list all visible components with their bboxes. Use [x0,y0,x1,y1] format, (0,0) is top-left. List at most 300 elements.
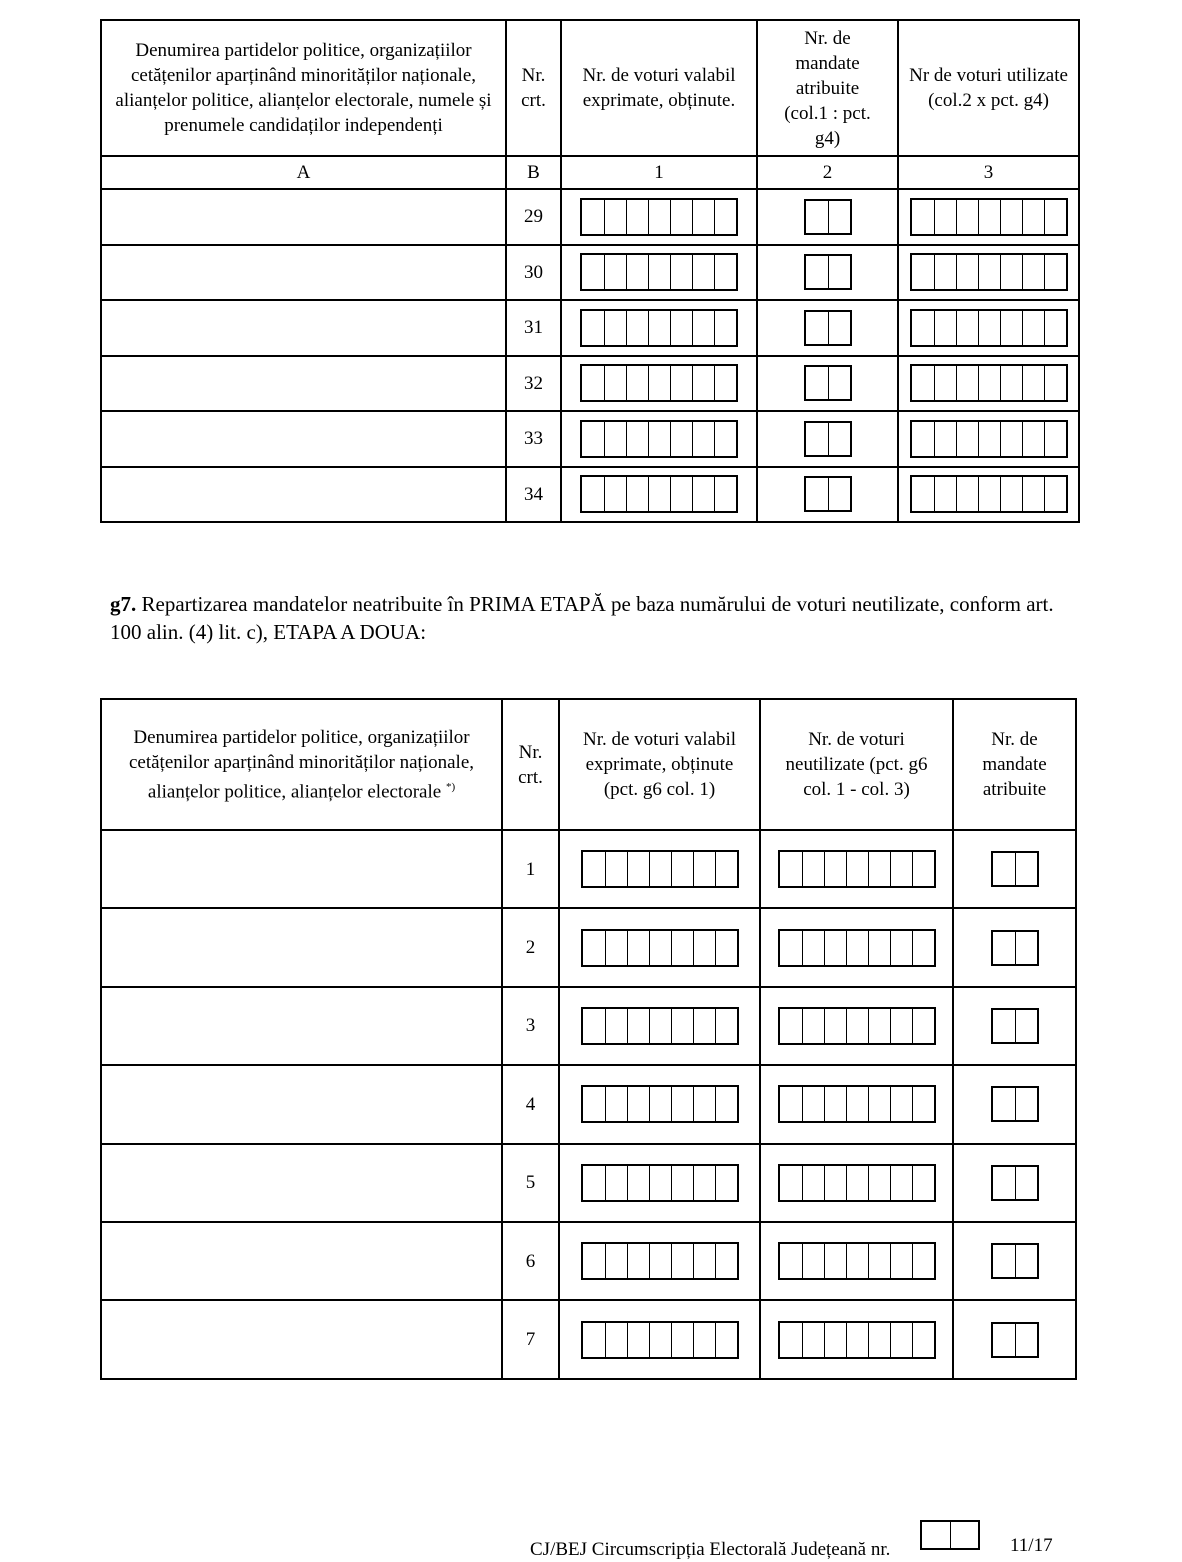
digit-box[interactable] [1044,422,1066,456]
digit-box[interactable] [956,422,978,456]
digit-box[interactable] [605,1323,627,1357]
valid-votes-cell [561,467,757,523]
digit-box[interactable] [670,477,692,511]
mandates-boxes[interactable] [804,199,852,235]
mandates-boxes[interactable] [804,365,852,401]
digit-box[interactable] [648,477,670,511]
digit-box[interactable] [1044,311,1066,345]
digit-box[interactable] [648,311,670,345]
unused-votes-boxes[interactable] [778,1164,936,1202]
used-votes-boxes[interactable] [910,420,1068,458]
digit-box[interactable] [649,1009,671,1043]
digit-box[interactable] [828,256,850,288]
row-number: 4 [502,1065,559,1143]
digit-box[interactable] [671,1087,693,1121]
digit-box[interactable] [583,1009,605,1043]
digit-box[interactable] [806,367,828,399]
digit-box[interactable] [802,1087,824,1121]
used-votes-boxes[interactable] [910,198,1068,236]
unused-votes-boxes[interactable] [778,850,936,888]
digit-box[interactable] [626,200,648,234]
digit-box[interactable] [649,1166,671,1200]
digit-box[interactable] [605,931,627,965]
digit-box[interactable] [583,1166,605,1200]
digit-box[interactable] [648,200,670,234]
digit-box[interactable] [627,1087,649,1121]
digit-box[interactable] [1022,200,1044,234]
digit-box[interactable] [993,932,1015,964]
header-mandates: Nr. de mandate atribuite (col.1 : pct. g4) [757,20,898,156]
valid-votes-boxes[interactable] [580,420,738,458]
used-votes-boxes[interactable] [910,475,1068,513]
mandates-boxes[interactable] [991,851,1039,887]
digit-box[interactable] [649,1087,671,1121]
valid-votes-boxes[interactable] [581,1321,739,1359]
mandates-boxes[interactable] [991,1008,1039,1044]
digit-box[interactable] [868,1323,890,1357]
valid-votes-boxes[interactable] [581,1164,739,1202]
digit-box[interactable] [670,255,692,289]
row-number: 2 [502,908,559,986]
digit-box[interactable] [693,1087,715,1121]
digit-box[interactable] [824,852,846,886]
digit-box[interactable] [692,422,714,456]
digit-box[interactable] [626,311,648,345]
digit-box[interactable] [626,422,648,456]
digit-box[interactable] [978,255,1000,289]
used-votes-cell [898,467,1079,523]
digit-box[interactable] [692,255,714,289]
digit-box[interactable] [912,366,934,400]
party-name-field[interactable] [101,300,506,356]
digit-box[interactable] [993,853,1015,885]
digit-box[interactable] [605,1244,627,1278]
digit-box[interactable] [604,477,626,511]
mandates-boxes[interactable] [991,1086,1039,1122]
digit-box[interactable] [714,200,736,234]
header-nr-crt: Nr. crt. [502,699,559,830]
digit-box[interactable] [693,931,715,965]
unused-votes-boxes[interactable] [778,1085,936,1123]
valid-votes-boxes[interactable] [580,253,738,291]
unused-votes-cell [760,830,953,908]
digit-box[interactable] [912,255,934,289]
digit-box[interactable] [715,852,737,886]
digit-box[interactable] [714,422,736,456]
digit-box[interactable] [671,1323,693,1357]
digit-box[interactable] [780,931,802,965]
digit-box[interactable] [993,1245,1015,1277]
digit-box[interactable] [714,477,736,511]
row-number: 33 [506,411,561,467]
valid-votes-boxes[interactable] [581,850,739,888]
digit-box[interactable] [626,477,648,511]
digit-box[interactable] [868,1166,890,1200]
digit-box[interactable] [604,366,626,400]
mandates-cell [953,1144,1076,1222]
party-name-field[interactable] [101,830,502,908]
digit-box[interactable] [1015,1324,1037,1356]
digit-box[interactable] [868,931,890,965]
digit-box[interactable] [950,1522,978,1548]
digit-box[interactable] [912,852,934,886]
digit-box[interactable] [649,1323,671,1357]
digit-box[interactable] [715,1244,737,1278]
digit-box[interactable] [670,200,692,234]
digit-box[interactable] [604,255,626,289]
col-label-3: 3 [898,156,1079,189]
mandates-cell [953,1300,1076,1378]
digit-box[interactable] [605,852,627,886]
digit-box[interactable] [806,478,828,510]
party-name-field[interactable] [101,356,506,412]
digit-box[interactable] [714,255,736,289]
mandates-cell [757,245,898,301]
digit-box[interactable] [934,477,956,511]
valid-votes-cell [561,245,757,301]
party-name-field[interactable] [101,467,506,523]
digit-box[interactable] [868,1009,890,1043]
digit-box[interactable] [993,1324,1015,1356]
party-name-field[interactable] [101,1065,502,1143]
digit-box[interactable] [993,1167,1015,1199]
digit-box[interactable] [693,852,715,886]
digit-box[interactable] [978,200,1000,234]
digit-box[interactable] [605,1009,627,1043]
valid-votes-boxes[interactable] [580,309,738,347]
digit-box[interactable] [670,311,692,345]
digit-box[interactable] [1000,255,1022,289]
table-row [101,1300,1076,1378]
county-number-boxes[interactable] [920,1520,980,1550]
col-label-b: B [506,156,561,189]
digit-box[interactable] [934,311,956,345]
valid-votes-boxes[interactable] [580,475,738,513]
digit-box[interactable] [890,1009,912,1043]
digit-box[interactable] [993,1010,1015,1042]
digit-box[interactable] [956,255,978,289]
digit-box[interactable] [1022,311,1044,345]
digit-box[interactable] [671,1009,693,1043]
digit-box[interactable] [802,1166,824,1200]
digit-box[interactable] [802,1009,824,1043]
mandates-boxes[interactable] [991,930,1039,966]
digit-box[interactable] [956,200,978,234]
digit-box[interactable] [806,312,828,344]
digit-box[interactable] [846,1009,868,1043]
digit-box[interactable] [993,1088,1015,1120]
digit-box[interactable] [824,1323,846,1357]
party-name-field[interactable] [101,1300,502,1378]
unused-votes-boxes[interactable] [778,1007,936,1045]
digit-box[interactable] [824,1244,846,1278]
digit-box[interactable] [605,1087,627,1121]
digit-box[interactable] [582,366,604,400]
digit-box[interactable] [868,1087,890,1121]
digit-box[interactable] [956,366,978,400]
digit-box[interactable] [912,1009,934,1043]
digit-box[interactable] [670,422,692,456]
digit-box[interactable] [626,255,648,289]
digit-box[interactable] [648,366,670,400]
digit-box[interactable] [934,366,956,400]
digit-box[interactable] [583,1087,605,1121]
digit-box[interactable] [802,1244,824,1278]
digit-box[interactable] [912,200,934,234]
header-nr-crt: Nr. crt. [506,20,561,156]
digit-box[interactable] [627,1323,649,1357]
digit-box[interactable] [1015,1010,1037,1042]
used-votes-boxes[interactable] [910,309,1068,347]
digit-box[interactable] [956,311,978,345]
digit-box[interactable] [912,931,934,965]
mandates-boxes[interactable] [804,421,852,457]
digit-box[interactable] [582,477,604,511]
mandates-boxes[interactable] [991,1322,1039,1358]
valid-votes-boxes[interactable] [580,198,738,236]
digit-box[interactable] [1000,311,1022,345]
digit-box[interactable] [912,1087,934,1121]
digit-box[interactable] [806,423,828,455]
valid-votes-boxes[interactable] [581,1242,739,1280]
digit-box[interactable] [956,477,978,511]
digit-box[interactable] [1044,366,1066,400]
used-votes-boxes[interactable] [910,364,1068,402]
mandates-boxes[interactable] [804,476,852,512]
digit-box[interactable] [648,422,670,456]
digit-box[interactable] [605,1166,627,1200]
digit-box[interactable] [828,367,850,399]
digit-box[interactable] [912,1166,934,1200]
digit-box[interactable] [912,477,934,511]
table1-header-row [101,20,1079,156]
digit-box[interactable] [649,931,671,965]
digit-box[interactable] [912,422,934,456]
digit-box[interactable] [890,1323,912,1357]
digit-box[interactable] [824,1087,846,1121]
digit-box[interactable] [1015,853,1037,885]
party-name-field[interactable] [101,908,502,986]
digit-box[interactable] [1015,932,1037,964]
unused-votes-boxes[interactable] [778,929,936,967]
digit-box[interactable] [1015,1088,1037,1120]
digit-box[interactable] [828,312,850,344]
digit-box[interactable] [1015,1245,1037,1277]
digit-box[interactable] [626,366,648,400]
digit-box[interactable] [802,931,824,965]
party-name-field[interactable] [101,189,506,245]
digit-box[interactable] [648,255,670,289]
section-g7-text: Repartizarea mandatelor neatribuite în PRIMA ETAPĂ pe baza numărului de voturi neutilizate, conform art. 100 alin. (4) lit. c), ETAPA A DOUA: [110,592,1054,644]
digit-box[interactable] [890,1087,912,1121]
digit-box[interactable] [692,200,714,234]
digit-box[interactable] [671,852,693,886]
digit-box[interactable] [912,1323,934,1357]
digit-box[interactable] [1000,422,1022,456]
mandates-boxes[interactable] [804,310,852,346]
digit-box[interactable] [671,1166,693,1200]
row-number: 5 [502,1144,559,1222]
used-votes-boxes[interactable] [910,253,1068,291]
digit-box[interactable] [868,1244,890,1278]
digit-box[interactable] [714,366,736,400]
digit-box[interactable] [1015,1167,1037,1199]
digit-box[interactable] [828,423,850,455]
digit-box[interactable] [604,422,626,456]
digit-box[interactable] [604,200,626,234]
digit-box[interactable] [828,478,850,510]
digit-box[interactable] [846,1244,868,1278]
digit-box[interactable] [627,1009,649,1043]
digit-box[interactable] [714,311,736,345]
digit-box[interactable] [890,852,912,886]
digit-box[interactable] [1000,200,1022,234]
table-second-stage [100,698,1077,1380]
valid-votes-boxes[interactable] [581,1085,739,1123]
digit-box[interactable] [934,200,956,234]
digit-box[interactable] [1044,477,1066,511]
unused-votes-boxes[interactable] [778,1321,936,1359]
digit-box[interactable] [978,366,1000,400]
digit-box[interactable] [890,1244,912,1278]
mandates-boxes[interactable] [991,1165,1039,1201]
digit-box[interactable] [649,1244,671,1278]
digit-box[interactable] [934,255,956,289]
digit-box[interactable] [582,422,604,456]
row-number: 3 [502,987,559,1065]
digit-box[interactable] [627,1244,649,1278]
digit-box[interactable] [693,1244,715,1278]
digit-box[interactable] [802,1323,824,1357]
digit-box[interactable] [806,256,828,288]
valid-votes-boxes[interactable] [581,929,739,967]
mandates-boxes[interactable] [991,1243,1039,1279]
digit-box[interactable] [890,931,912,965]
party-name-field[interactable] [101,1144,502,1222]
digit-box[interactable] [582,200,604,234]
party-name-field[interactable] [101,245,506,301]
row-number: 34 [506,467,561,523]
digit-box[interactable] [671,931,693,965]
digit-box[interactable] [715,931,737,965]
digit-box[interactable] [715,1323,737,1357]
digit-box[interactable] [780,852,802,886]
digit-box[interactable] [912,311,934,345]
digit-box[interactable] [583,852,605,886]
valid-votes-boxes[interactable] [581,1007,739,1045]
digit-box[interactable] [824,1009,846,1043]
digit-box[interactable] [582,255,604,289]
digit-box[interactable] [828,201,850,233]
header-valid-votes: Nr. de voturi valabil exprimate, obținute (pct. g6 col. 1) [559,699,760,830]
digit-box[interactable] [780,1009,802,1043]
digit-box[interactable] [693,1009,715,1043]
digit-box[interactable] [978,477,1000,511]
digit-box[interactable] [649,852,671,886]
digit-box[interactable] [846,1323,868,1357]
digit-box[interactable] [670,366,692,400]
digit-box[interactable] [582,311,604,345]
header-used-votes: Nr de voturi utilizate (col.2 x pct. g4) [898,20,1079,156]
unused-votes-boxes[interactable] [778,1242,936,1280]
row-number: 6 [502,1222,559,1300]
digit-box[interactable] [806,201,828,233]
digit-box[interactable] [780,1166,802,1200]
digit-box[interactable] [583,1323,605,1357]
mandates-boxes[interactable] [804,254,852,290]
digit-box[interactable] [846,931,868,965]
digit-box[interactable] [1000,477,1022,511]
header-party-name-text: Denumirea partidelor politice, organizațiilor cetățenilor aparținând minorităților naționale, alianțelor politice, alianțelor electorale [128,726,475,803]
digit-box[interactable] [1022,255,1044,289]
digit-box[interactable] [693,1166,715,1200]
digit-box[interactable] [1044,200,1066,234]
header-valid-votes: Nr. de voturi valabil exprimate, obținute. [561,20,757,156]
digit-box[interactable] [1044,255,1066,289]
digit-box[interactable] [802,852,824,886]
table-first-stage [100,19,1080,523]
mandates-cell [757,467,898,523]
digit-box[interactable] [1022,366,1044,400]
used-votes-cell [898,356,1079,412]
digit-box[interactable] [978,422,1000,456]
digit-box[interactable] [846,852,868,886]
digit-box[interactable] [868,852,890,886]
digit-box[interactable] [627,852,649,886]
digit-box[interactable] [627,1166,649,1200]
section-g7-paragraph [110,590,1070,646]
digit-box[interactable] [780,1087,802,1121]
digit-box[interactable] [780,1244,802,1278]
digit-box[interactable] [627,931,649,965]
digit-box[interactable] [692,311,714,345]
digit-box[interactable] [715,1166,737,1200]
digit-box[interactable] [604,311,626,345]
mandates-cell [953,1222,1076,1300]
digit-box[interactable] [715,1087,737,1121]
digit-box[interactable] [780,1323,802,1357]
digit-box[interactable] [912,1244,934,1278]
digit-box[interactable] [692,477,714,511]
digit-box[interactable] [934,422,956,456]
digit-box[interactable] [671,1244,693,1278]
valid-votes-cell [559,987,760,1065]
table-row [101,987,1076,1065]
digit-box[interactable] [583,931,605,965]
digit-box[interactable] [922,1522,950,1548]
digit-box[interactable] [978,311,1000,345]
party-name-field[interactable] [101,1222,502,1300]
party-name-field[interactable] [101,411,506,467]
party-name-field[interactable] [101,987,502,1065]
digit-box[interactable] [846,1087,868,1121]
valid-votes-boxes[interactable] [580,364,738,402]
digit-box[interactable] [846,1166,868,1200]
footnote-marker: *) [445,780,456,793]
digit-box[interactable] [1022,422,1044,456]
digit-box[interactable] [824,1166,846,1200]
digit-box[interactable] [715,1009,737,1043]
digit-box[interactable] [583,1244,605,1278]
digit-box[interactable] [1022,477,1044,511]
page-footer [530,1520,1090,1560]
mandates-cell [953,987,1076,1065]
digit-box[interactable] [824,931,846,965]
digit-box[interactable] [693,1323,715,1357]
digit-box[interactable] [1000,366,1022,400]
digit-box[interactable] [890,1166,912,1200]
digit-box[interactable] [692,366,714,400]
